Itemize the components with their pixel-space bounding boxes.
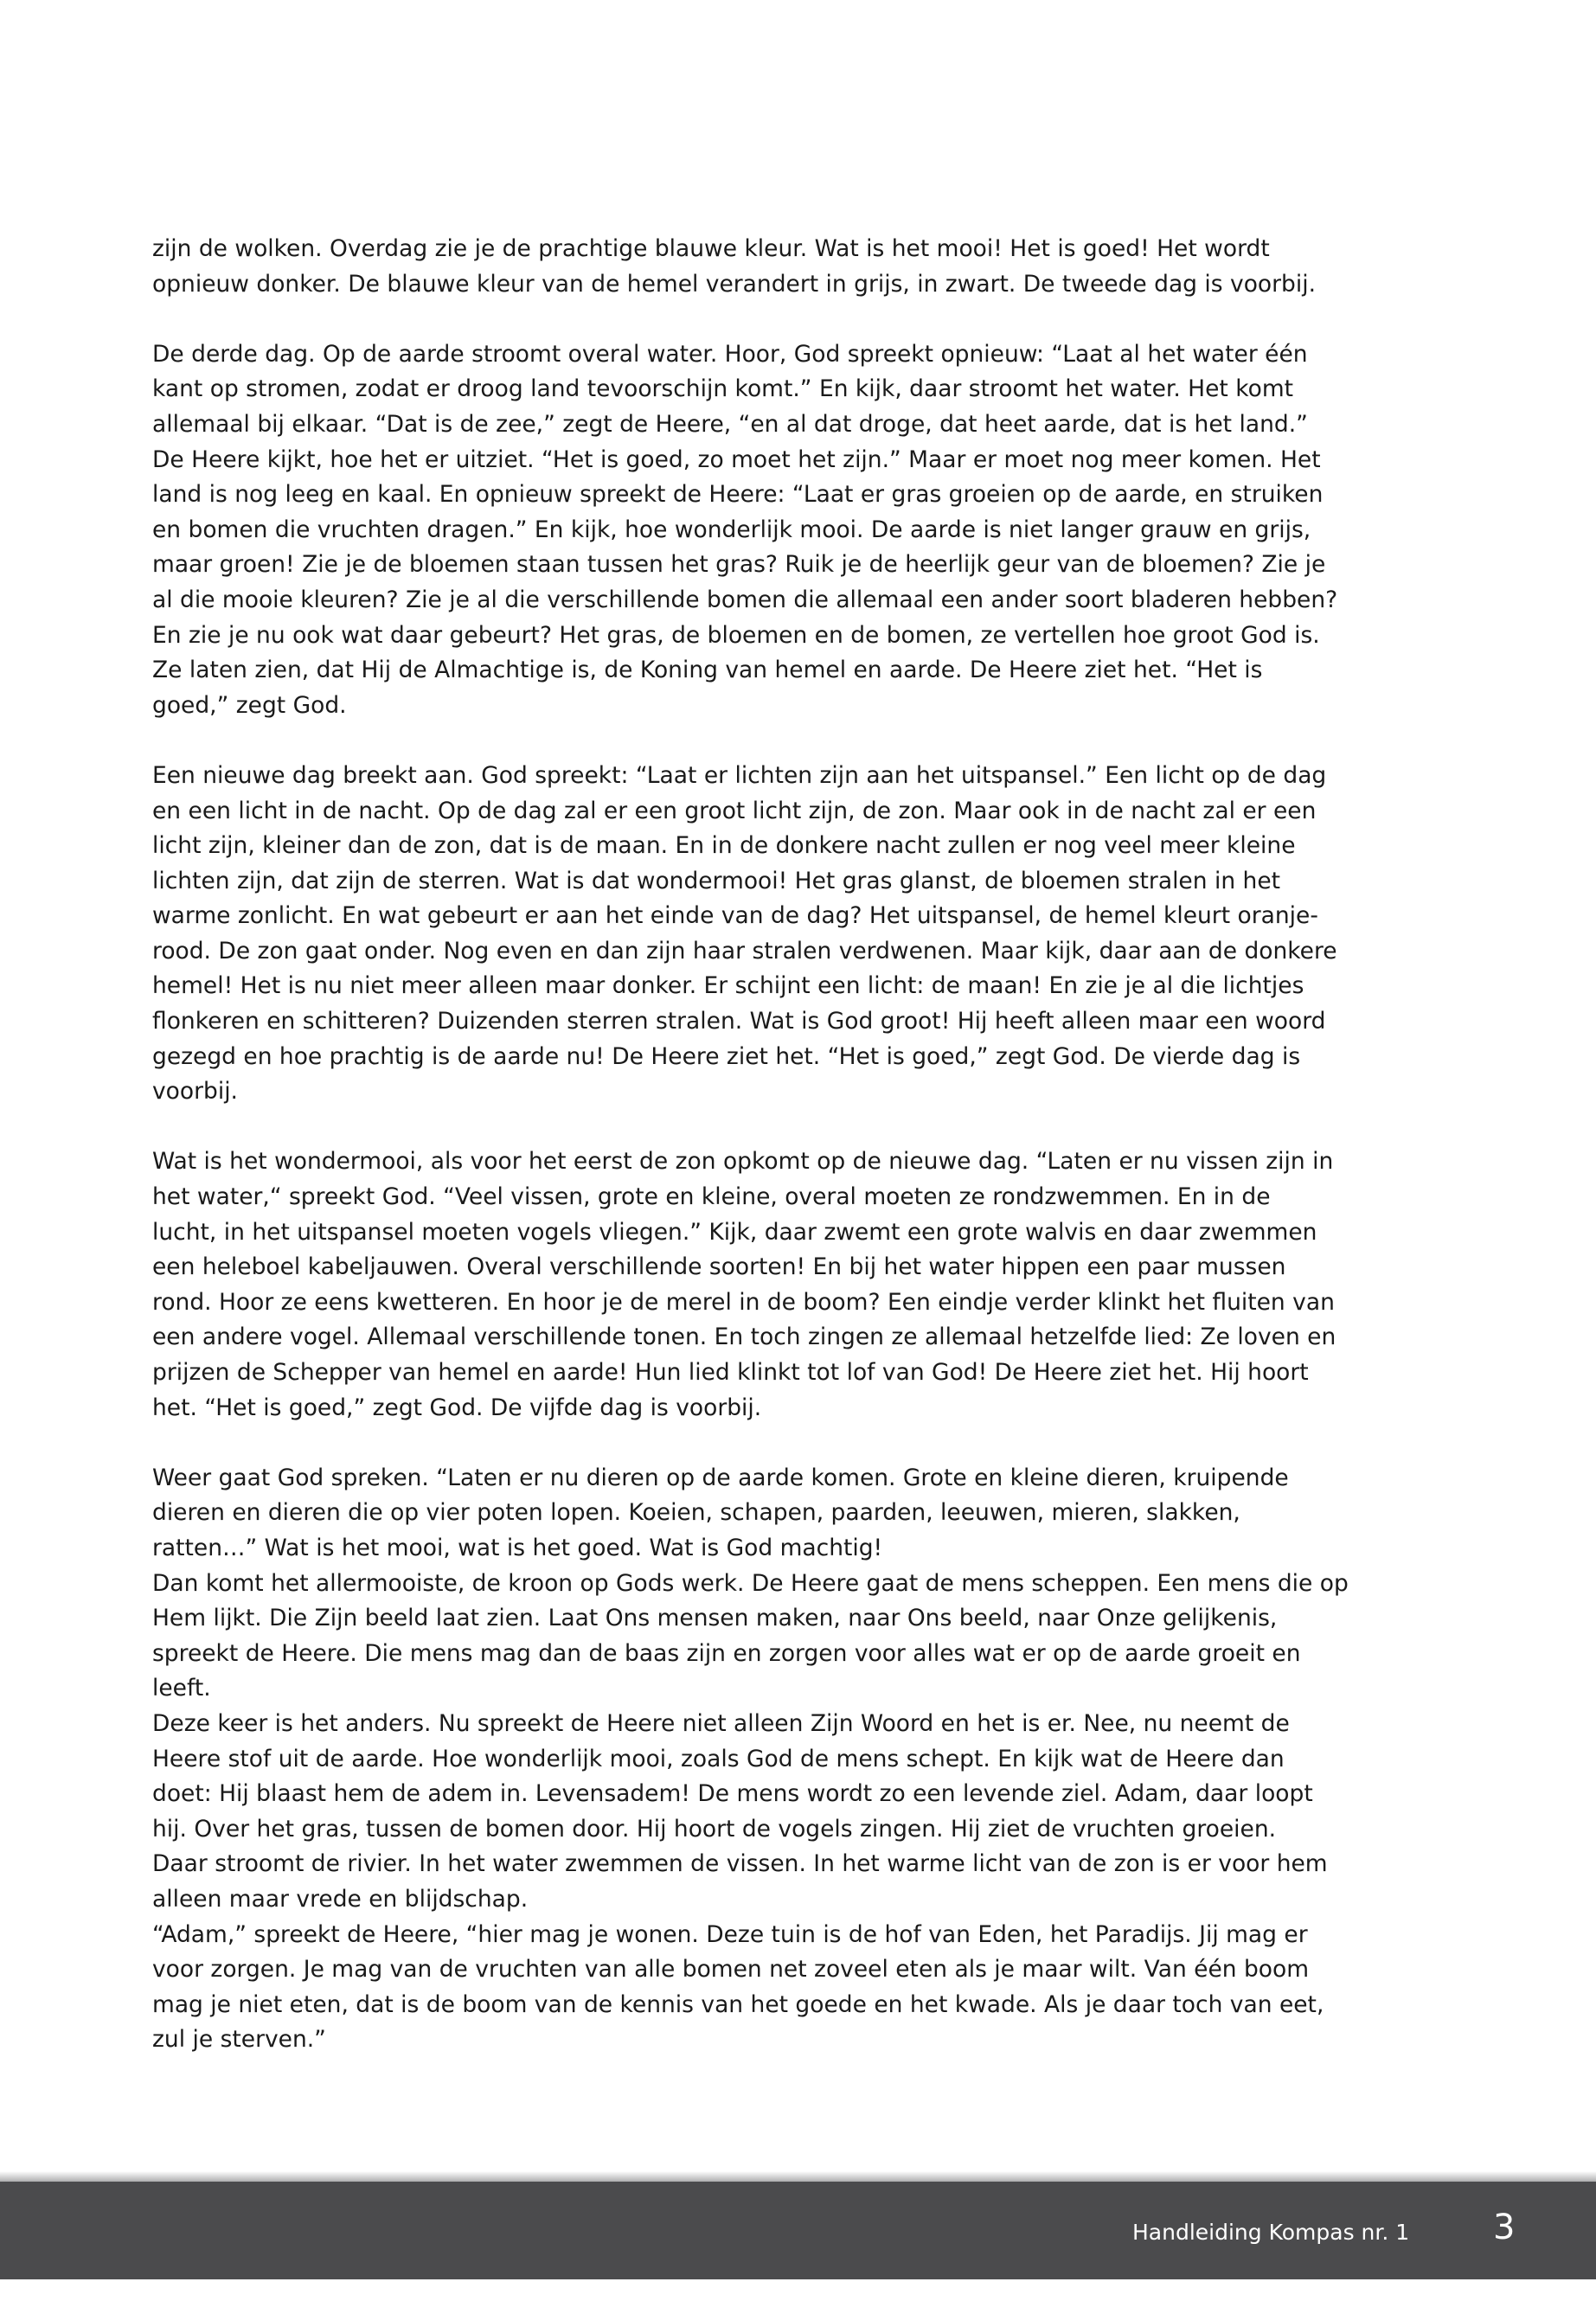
text-line: Hem lijkt. Die Zijn beeld laat zien. Laat Ons mensen maken, naar Ons beeld, naar Onze gelijkenis,: [152, 1605, 1278, 1632]
paragraph: [152, 759, 1450, 1110]
text-line: voorbij.: [152, 1078, 238, 1106]
text-line: lucht, in het uitspansel moeten vogels vliegen.” Kijk, daar zwemt een grote walvis en daar zwemmen: [152, 1218, 1317, 1246]
paragraph: [152, 1918, 1450, 2058]
paragraph: [152, 232, 1450, 302]
text-line: zul je sterven.”: [152, 2026, 326, 2054]
text-line: rood. De zon gaat onder. Nog even en dan zijn haar stralen verdwenen. Maar kijk, daar aan de donkere: [152, 937, 1337, 965]
text-line: warme zonlicht. En wat gebeurt er aan het einde van de dag? Het uitspansel, de hemel kleurt oranje-: [152, 902, 1318, 930]
paragraph: [152, 1144, 1450, 1426]
text-line: spreekt de Heere. Die mens mag dan de baas zijn en zorgen voor alles wat er op de aarde groeit en: [152, 1639, 1301, 1667]
text-line: een andere vogel. Allemaal verschillende tonen. En toch zingen ze allemaal hetzelfde lied: Ze loven en: [152, 1324, 1336, 1351]
text-line: land is nog leeg en kaal. En opnieuw spreekt de Heere: “Laat er gras groeien op de aarde, en struiken: [152, 481, 1324, 509]
text-line: mag je niet eten, dat is de boom van de kennis van het goede en het kwade. Als je daar toch van eet,: [152, 1990, 1324, 2018]
paragraph: [152, 1707, 1450, 1918]
text-line: dieren en dieren die op vier poten lopen. Koeien, schapen, paarden, leeuwen, mieren, slakken,: [152, 1499, 1240, 1527]
text-line: het water,“ spreekt God. “Veel vissen, grote en kleine, overal moeten ze rondzwemmen. En in de: [152, 1183, 1271, 1211]
text-line: ratten…” Wat is het mooi, wat is het goed. Wat is God machtig!: [152, 1534, 883, 1561]
page-number: 3: [1493, 2208, 1516, 2247]
text-line: leeft.: [152, 1675, 211, 1702]
text-line: En zie je nu ook wat daar gebeurt? Het gras, de bloemen en de bomen, ze vertellen hoe groot God is.: [152, 621, 1320, 649]
text-line: Ze laten zien, dat Hij de Almachtige is, de Koning van hemel en aarde. De Heere ziet het. “Het is: [152, 657, 1263, 684]
text-line: voor zorgen. Je mag van de vruchten van alle bomen net zoveel eten als je maar wilt. Van één boom: [152, 1956, 1310, 1984]
text-line: Deze keer is het anders. Nu spreekt de Heere niet alleen Zijn Woord en het is er. Nee, nu neemt de: [152, 1709, 1290, 1737]
text-line: prijzen de Schepper van hemel en aarde! Hun lied klinkt tot lof van God! De Heere ziet het. Hij hoort: [152, 1359, 1309, 1386]
text-line: zijn de wolken. Overdag zie je de prachtige blauwe kleur. Wat is het mooi! Het is goed! Het wordt: [152, 235, 1270, 262]
text-line: “Adam,” spreekt de Heere, “hier mag je wonen. Deze tuin is de hof van Eden, het Paradijs. Jij mag er: [152, 1920, 1308, 1948]
text-line: flonkeren en schitteren? Duizenden sterren stralen. Wat is God groot! Hij heeft alleen maar een woord: [152, 1008, 1326, 1035]
paragraph: [152, 1567, 1450, 1707]
text-line: lichten zijn, dat zijn de sterren. Wat is dat wondermooi! Het gras glanst, de bloemen stralen in het: [152, 867, 1281, 894]
text-line: hemel! Het is nu niet meer alleen maar donker. Er schijnt een licht: de maan! En zie je al die lichtjes: [152, 972, 1304, 1000]
text-line: Heere stof uit de aarde. Hoe wonderlijk mooi, zoals God de mens schept. En kijk wat de Heere dan: [152, 1745, 1285, 1772]
footer-document-title: Handleiding Kompas nr. 1: [1132, 2220, 1410, 2245]
text-line: licht zijn, kleiner dan de zon, dat is de maan. En in de donkere nacht zullen er nog veel meer kleine: [152, 832, 1296, 860]
paragraph: [152, 337, 1450, 724]
text-line: allemaal bij elkaar. “Dat is de zee,” zegt de Heere, “en al dat droge, dat heet aarde, dat is het land.”: [152, 410, 1308, 438]
text-line: De derde dag. Op de aarde stroomt overal water. Hoor, God spreekt opnieuw: “Laat al het water één: [152, 340, 1308, 368]
text-line: maar groen! Zie je de bloemen staan tussen het gras? Ruik je de heerlijk geur van de bloemen? Zie je: [152, 551, 1326, 579]
text-line: Een nieuwe dag breekt aan. God spreekt: “Laat er lichten zijn aan het uitspansel.” Een licht op de dag: [152, 761, 1327, 789]
text-line: rond. Hoor ze eens kwetteren. En hoor je de merel in de boom? Een eindje verder klinkt het fluiten van: [152, 1288, 1335, 1316]
text-line: Dan komt het allermooiste, de kroon op Gods werk. De Heere gaat de mens scheppen. Een mens die op: [152, 1569, 1349, 1597]
text-line: hij. Over het gras, tussen de bomen door. Hij hoort de vogels zingen. Hij ziet de vruchten groeien.: [152, 1815, 1277, 1843]
text-line: en een licht in de nacht. Op de dag zal er een groot licht zijn, de zon. Maar ook in de nacht zal er een: [152, 797, 1317, 824]
text-line: opnieuw donker. De blauwe kleur van de hemel verandert in grijs, in zwart. De tweede dag is voorbij.: [152, 270, 1316, 298]
text-line: het. “Het is goed,” zegt God. De vijfde dag is voorbij.: [152, 1394, 762, 1421]
text-line: gezegd en hoe prachtig is de aarde nu! De Heere ziet het. “Het is goed,” zegt God. De vierde dag is: [152, 1042, 1301, 1070]
text-line: De Heere kijkt, hoe het er uitziet. “Het is goed, zo moet het zijn.” Maar er moet nog meer komen. Het: [152, 445, 1321, 473]
text-line: Daar stroomt de rivier. In het water zwemmen de vissen. In het warme licht van de zon is er voor hem: [152, 1850, 1328, 1878]
text-line: goed,” zegt God.: [152, 691, 347, 719]
text-line: doet: Hij blaast hem de adem in. Levensadem! De mens wordt zo een levende ziel. Adam, daar loopt: [152, 1780, 1313, 1808]
paragraph: [152, 1461, 1450, 1567]
text-line: al die mooie kleuren? Zie je al die verschillende bomen die allemaal een ander soort bladeren hebben?: [152, 586, 1338, 613]
text-line: Weer gaat God spreken. “Laten er nu dieren op de aarde komen. Grote en kleine dieren, kruipende: [152, 1464, 1289, 1491]
text-line: een heleboel kabeljauwen. Overal verschillende soorten! En bij het water hippen een paar mussen: [152, 1253, 1286, 1281]
text-line: alleen maar vrede en blijdschap.: [152, 1885, 529, 1913]
text-line: kant op stromen, zodat er droog land tevoorschijn komt.” En kijk, daar stroomt het water. Het komt: [152, 375, 1294, 403]
text-line: Wat is het wondermooi, als voor het eerst de zon opkomt op de nieuwe dag. “Laten er nu vissen zijn in: [152, 1148, 1334, 1176]
text-line: en bomen die vruchten dragen.” En kijk, hoe wonderlijk mooi. De aarde is niet langer grauw en grijs,: [152, 516, 1311, 543]
page-body-text: [152, 232, 1450, 2058]
